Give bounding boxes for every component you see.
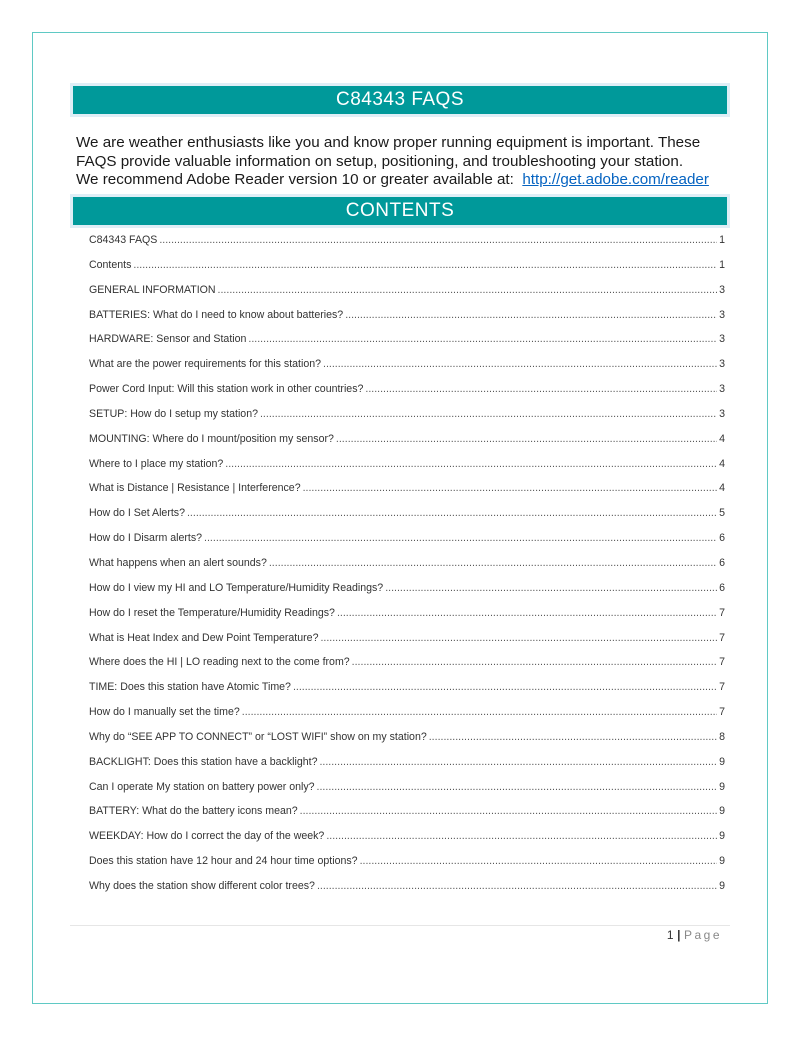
toc-dot-leader (360, 855, 718, 867)
toc-entry-page: 9 (719, 855, 725, 868)
toc-dot-leader (225, 458, 717, 470)
toc-dot-leader (187, 507, 717, 519)
toc-dot-leader (323, 358, 717, 370)
toc-entry[interactable] (89, 706, 725, 731)
toc-entry[interactable] (89, 259, 725, 284)
toc-entry-page: 9 (719, 755, 725, 768)
toc-entry-title: MOUNTING: Where do I mount/position my sensor? (89, 432, 334, 445)
toc-entry-title: Contents (89, 258, 132, 271)
toc-dot-leader (319, 756, 717, 768)
adobe-reader-link[interactable]: http://get.adobe.com/reader (522, 171, 709, 188)
toc-entry-title: Power Cord Input: Will this station work in other countries? (89, 383, 364, 396)
toc-entry[interactable] (89, 855, 725, 880)
toc-entry[interactable] (89, 805, 725, 830)
toc-entry[interactable] (89, 582, 725, 607)
toc-dot-leader (345, 309, 717, 321)
toc-entry[interactable] (89, 433, 725, 458)
toc-entry[interactable] (89, 408, 725, 433)
toc-dot-leader (300, 805, 717, 817)
toc-entry-title: WEEKDAY: How do I correct the day of the week? (89, 830, 325, 843)
toc-entry-page: 7 (719, 631, 725, 644)
toc-entry-title: How do I reset the Temperature/Humidity Readings? (89, 606, 335, 619)
toc-entry-title: What is Distance | Resistance | Interference? (89, 482, 301, 495)
toc-entry-title: How do I manually set the time? (89, 706, 240, 719)
toc-dot-leader (317, 880, 717, 892)
toc-entry-page: 3 (719, 383, 725, 396)
toc-dot-leader (352, 656, 717, 668)
toc-entry-page: 1 (719, 234, 725, 246)
contents-banner (70, 194, 730, 228)
toc-dot-leader (293, 681, 717, 693)
toc-entry-page: 6 (719, 532, 725, 545)
title-banner (70, 83, 730, 117)
title-banner-text: C84343 FAQS (73, 86, 727, 114)
toc-entry-page: 1 (719, 258, 725, 271)
toc-dot-leader (365, 383, 717, 395)
toc-dot-leader (385, 582, 717, 594)
table-of-contents (89, 234, 725, 905)
toc-entry-page: 9 (719, 805, 725, 818)
toc-entry[interactable] (89, 383, 725, 408)
toc-entry-title: Where does the HI | LO reading next to the come from? (89, 656, 350, 669)
toc-entry[interactable] (89, 632, 725, 657)
page-word: Page (683, 928, 722, 942)
toc-dot-leader (303, 482, 718, 494)
toc-entry-page: 8 (719, 730, 725, 743)
toc-dot-leader (248, 333, 717, 345)
toc-entry-page: 7 (719, 681, 725, 694)
toc-entry-title: BACKLIGHT: Does this station have a backlight? (89, 755, 318, 768)
toc-entry-page: 6 (719, 581, 725, 594)
toc-entry[interactable] (89, 731, 725, 756)
toc-entry[interactable] (89, 309, 725, 334)
toc-dot-leader (269, 557, 717, 569)
page-number: 1 (666, 928, 675, 942)
toc-entry[interactable] (89, 557, 725, 582)
toc-entry-page: 4 (719, 457, 725, 470)
toc-entry-page: 4 (719, 432, 725, 445)
toc-entry-page: 7 (719, 656, 725, 669)
toc-entry-title: C84343 FAQS (89, 234, 158, 246)
toc-dot-leader (337, 607, 717, 619)
toc-entry[interactable] (89, 482, 725, 507)
toc-entry-title: How do I view my HI and LO Temperature/Humidity Readings? (89, 581, 384, 594)
toc-entry-title: Why do “SEE APP TO CONNECT” or “LOST WIFI” show on my station? (89, 730, 427, 743)
toc-entry-title: Where to I place my station? (89, 457, 224, 470)
toc-entry-title: HARDWARE: Sensor and Station (89, 333, 247, 346)
toc-entry-page: 3 (719, 333, 725, 346)
toc-entry-title: BATTERIES: What do I need to know about batteries? (89, 308, 344, 321)
toc-dot-leader (242, 706, 717, 718)
toc-entry-title: TIME: Does this station have Atomic Time? (89, 681, 291, 694)
page-footer (667, 928, 722, 942)
toc-entry-title: Why does the station show different color trees? (89, 879, 315, 892)
toc-entry-title: BATTERY: What do the battery icons mean? (89, 805, 298, 818)
toc-dot-leader (159, 234, 717, 246)
toc-entry[interactable] (89, 284, 725, 309)
toc-entry-page: 3 (719, 283, 725, 296)
toc-entry[interactable] (89, 756, 725, 781)
intro-paragraph (76, 134, 736, 190)
toc-entry[interactable] (89, 458, 725, 483)
toc-entry[interactable] (89, 830, 725, 855)
toc-entry-title: What are the power requirements for this station? (89, 358, 321, 371)
toc-dot-leader (133, 259, 717, 271)
intro-line-3 (76, 171, 736, 190)
toc-entry-page: 3 (719, 308, 725, 321)
toc-entry[interactable] (89, 607, 725, 632)
toc-entry[interactable] (89, 681, 725, 706)
toc-entry[interactable] (89, 333, 725, 358)
toc-entry-title: How do I Disarm alerts? (89, 532, 203, 545)
toc-entry-page: 5 (719, 507, 725, 520)
toc-entry-title: What is Heat Index and Dew Point Temperature? (89, 631, 319, 644)
intro-line-2: FAQS provide valuable information on setup, positioning, and troubleshooting your station. (76, 152, 684, 170)
toc-entry-page: 7 (719, 606, 725, 619)
toc-dot-leader (336, 433, 717, 445)
toc-dot-leader (204, 532, 717, 544)
toc-entry-title: GENERAL INFORMATION (89, 283, 216, 296)
contents-banner-text: CONTENTS (73, 197, 727, 225)
toc-entry-title: Does this station have 12 hour and 24 hour time options? (89, 855, 358, 868)
toc-dot-leader (260, 408, 717, 420)
toc-entry-title: How do I Set Alerts? (89, 507, 185, 520)
toc-entry-page: 9 (719, 879, 725, 892)
toc-entry-title: What happens when an alert sounds? (89, 556, 267, 569)
toc-dot-leader (429, 731, 717, 743)
toc-entry-page: 9 (719, 830, 725, 843)
toc-entry[interactable] (89, 656, 725, 681)
toc-entry[interactable] (89, 358, 725, 383)
footer-separator: | (677, 928, 681, 942)
toc-entry-page: 3 (719, 358, 725, 371)
toc-entry[interactable] (89, 532, 725, 557)
toc-dot-leader (320, 632, 717, 644)
toc-entry[interactable] (89, 781, 725, 806)
toc-entry-page: 7 (719, 706, 725, 719)
toc-entry-page: 3 (719, 407, 725, 420)
toc-dot-leader (317, 781, 718, 793)
toc-entry[interactable] (89, 234, 725, 259)
intro-line-1: We are weather enthusiasts like you and know proper running equipment is important. These (76, 134, 701, 151)
toc-entry-page: 4 (719, 482, 725, 495)
toc-entry-title: SETUP: How do I setup my station? (89, 407, 258, 420)
toc-entry-page: 6 (719, 556, 725, 569)
toc-dot-leader (218, 284, 718, 296)
toc-entry[interactable] (89, 880, 725, 905)
toc-entry[interactable] (89, 507, 725, 532)
footer-divider (70, 925, 730, 926)
toc-entry-page: 9 (719, 780, 725, 793)
toc-entry-title: Can I operate My station on battery power only? (89, 780, 315, 793)
intro-line-3-text: We recommend Adobe Reader version 10 or greater available at: (76, 171, 514, 188)
toc-dot-leader (326, 830, 717, 842)
